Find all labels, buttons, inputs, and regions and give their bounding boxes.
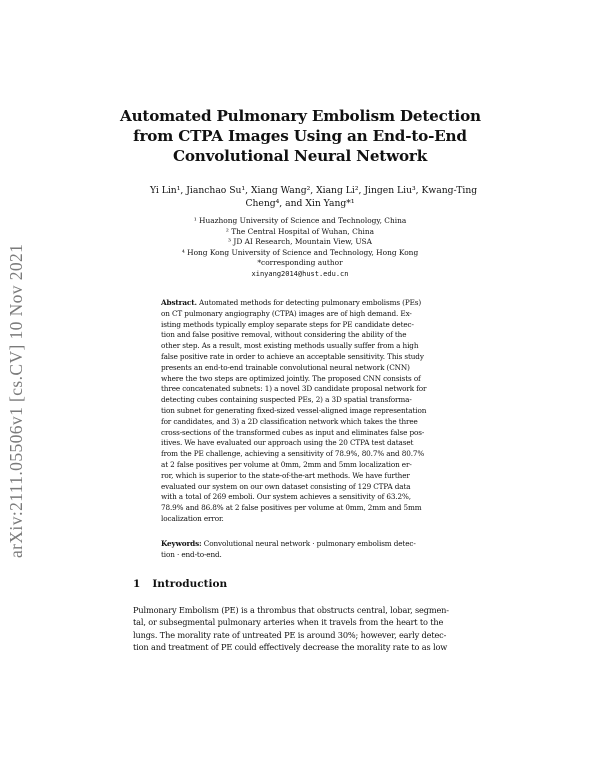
section-number: 1 — [133, 578, 141, 590]
body-line: tion and treatment of PE could effectively decrease the morality rate to as low — [133, 642, 448, 653]
keywords-label: Keywords: — [161, 539, 202, 548]
abstract-line: isting methods typically employ separate steps for PE candidate detec- — [161, 319, 414, 329]
abstract-line: on CT pulmonary angiography (CTPA) images are of high demand. Ex- — [161, 308, 412, 318]
body-line: Pulmonary Embolism (PE) is a thrombus that obstructs central, lobar, segmen- — [133, 605, 449, 615]
affiliation-line: ⁴ Hong Kong University of Science and Technology, Hong Kong — [181, 247, 419, 257]
author-line: Cheng⁴, and Xin Yang*¹ — [245, 198, 355, 209]
corresponding-email: xinyang2014@hust.edu.cn — [251, 269, 349, 278]
abstract-line: 78.9% and 86.8% at 2 false positives per volume at 0mm, 2mm and 5mm — [161, 503, 422, 513]
author-line: Yi Lin¹, Jianchao Su¹, Xiang Wang², Xiang Li², Jingen Liu³, Kwang-Ting — [150, 185, 478, 196]
abstract — [161, 298, 440, 525]
section-heading — [133, 578, 227, 590]
abstract-line: at 2 false positives per volume at 0mm, 2mm and 5mm localization er- — [161, 459, 412, 469]
title-line: Automated Pulmonary Embolism Detection — [120, 107, 481, 125]
abstract-first-line: Automated methods for detecting pulmonary embolisms (PEs) — [196, 298, 422, 307]
abstract-line: with a total of 269 emboli. Our system achieves a sensitivity of 63.2%, — [161, 492, 411, 502]
affiliations — [150, 216, 450, 279]
abstract-line: tion and false positive removal, without considering the ability of the — [161, 330, 407, 340]
abstract-line: for candidates, and 3) a 2D classification network which takes the three — [161, 416, 418, 426]
abstract-line: tion subnet for generating fixed-sized vessel-aligned image representation — [161, 405, 427, 415]
arxiv-stamp — [6, 178, 34, 558]
body-line: tal, or subsegmental pulmonary arteries when it travels from the heart to the — [133, 617, 444, 628]
affiliation-line: ³ JD AI Research, Mountain View, USA — [228, 237, 372, 246]
intro-paragraph — [133, 604, 468, 654]
abstract-line: ror, which is superior to the state-of-the-art methods. We have further — [161, 470, 410, 480]
section-title: Introduction — [152, 578, 228, 590]
abstract-line: detecting cubes containing suspected PEs, 2) a 3D spatial transforma- — [161, 395, 412, 405]
abstract-line: itives. We have evaluated our approach using the 20 CTPA test dataset — [161, 438, 414, 448]
arxiv-stamp-text: arXiv:2111.05506v1 [cs.CV] 10 Nov 2021 — [6, 243, 26, 558]
abstract-line: where the two steps are optimized jointly. The proposed CNN consists of — [161, 373, 421, 383]
abstract-line: localization error. — [161, 513, 224, 523]
author-list — [150, 184, 478, 210]
affiliation-line: ² The Central Hospital of Wuhan, China — [225, 226, 375, 236]
abstract-line: cross-sections of the transformed cubes as input and eliminates false pos- — [161, 427, 425, 437]
keywords-first-line: Convolutional neural network · pulmonary embolism detec- — [201, 539, 416, 548]
corresponding-prefix: *corresponding author — [257, 258, 343, 267]
body-line: lungs. The morality rate of untreated PE is around 30%; however, early detec- — [133, 629, 447, 640]
corresponding-author — [150, 258, 450, 279]
title-line: Convolutional Neural Network — [172, 147, 428, 165]
abstract-line: presents an end-to-end trainable convolutional neural network (CNN) — [161, 362, 410, 372]
title-line: from CTPA Images Using an End-to-End — [133, 127, 467, 145]
paper-title — [120, 106, 480, 166]
affiliation-line: ¹ Huazhong University of Science and Technology, China — [193, 216, 407, 225]
abstract-line: other step. As a result, most existing methods usually suffer from a high — [161, 341, 419, 351]
abstract-line: from the PE challenge, achieving a sensitivity of 78.9%, 80.7% and 80.7% — [161, 449, 425, 459]
abstract-line: three concatenated subnets: 1) a novel 3D candidate proposal network for — [161, 384, 427, 394]
keywords — [161, 539, 440, 561]
abstract-line: false positive rate in order to achieve an acceptable sensitivity. This study — [161, 351, 424, 361]
abstract-label: Abstract. — [161, 298, 197, 307]
keywords-line: tion · end-to-end. — [161, 549, 222, 559]
abstract-line: evaluated our system on our own dataset consisting of 129 CTPA data — [161, 481, 411, 491]
keywords-line — [161, 539, 440, 550]
abstract-line — [161, 298, 440, 309]
